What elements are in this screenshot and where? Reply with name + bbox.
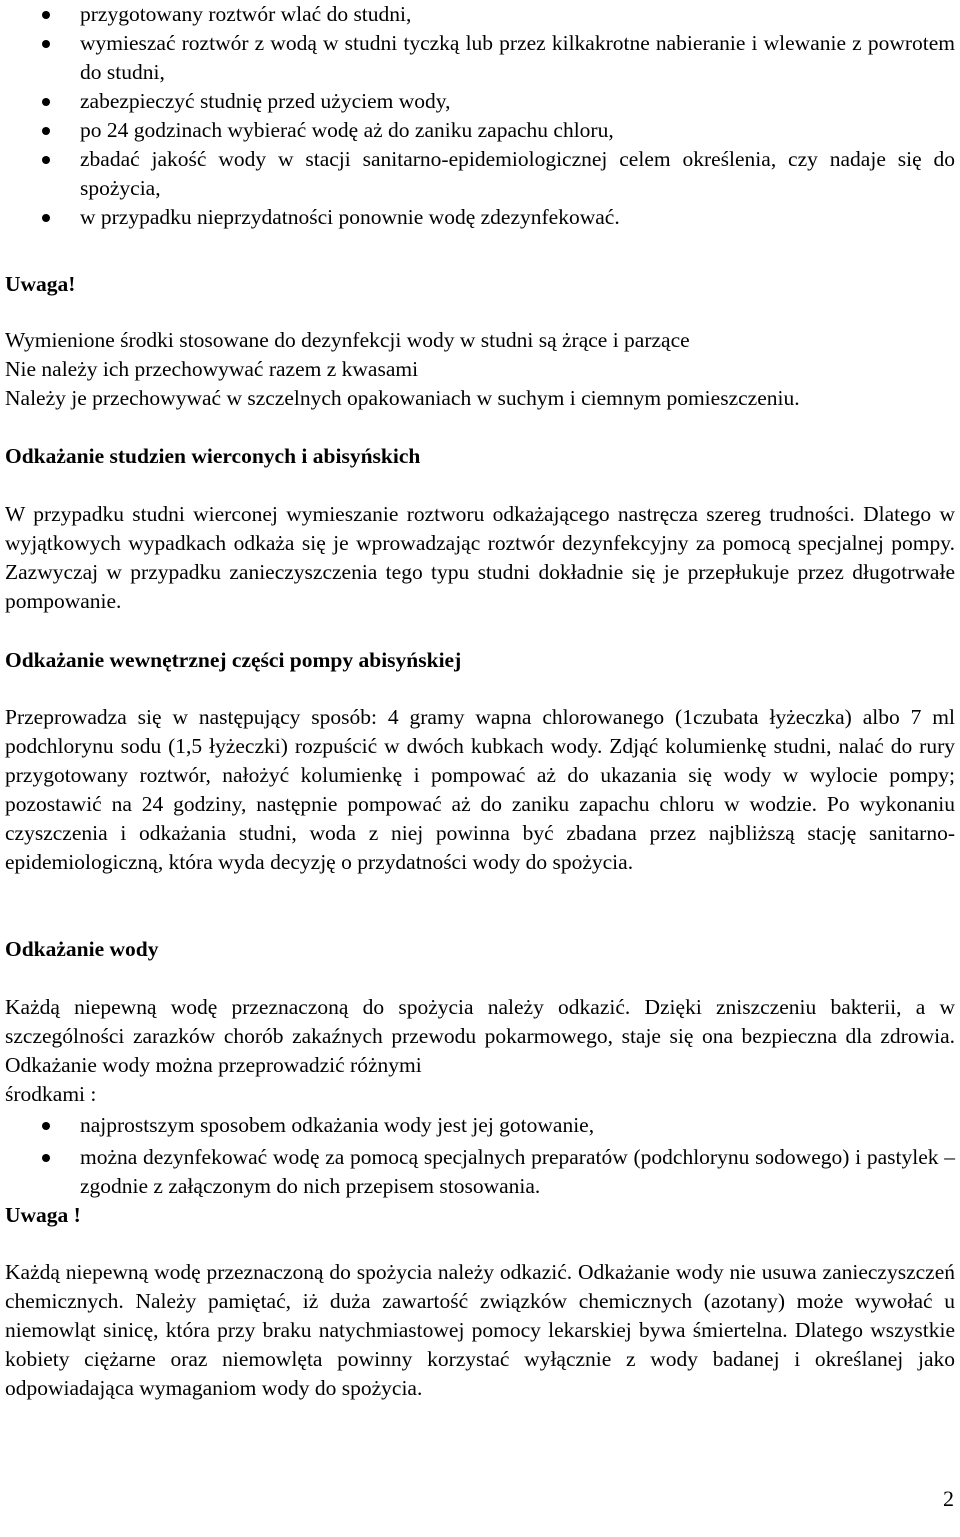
section-heading: Odkażanie wody bbox=[5, 937, 159, 961]
section-paragraph: W przypadku studni wierconej wymieszanie roztworu odkażającego nastręcza szereg trudności. Dlatego w wyjątkowych wypadkach odkaża się je wprowadzając roztwór dezynfekcyjny za pomocą specjalnej pompy. Zazwyczaj w przypadku zanieczyszczenia tego typu studni dokładnie się je przepłukuje przez długotrwałe pompowanie. bbox=[5, 502, 955, 613]
list-item bbox=[0, 203, 955, 232]
bullet-icon bbox=[42, 11, 50, 19]
bullet-icon bbox=[42, 1122, 50, 1130]
list-item bbox=[0, 0, 955, 29]
warning-title: Uwaga ! bbox=[5, 1203, 81, 1227]
section-heading: Odkażanie wewnętrznej części pompy abisyńskiej bbox=[5, 648, 462, 672]
section-heading: Odkażanie studzien wierconych i abisyńskich bbox=[5, 444, 421, 468]
list-item bbox=[0, 116, 955, 145]
bullet-icon bbox=[42, 98, 50, 106]
bullet-icon bbox=[42, 1154, 50, 1162]
bullet-icon bbox=[42, 214, 50, 222]
list-item bbox=[0, 29, 955, 87]
list-item-text: zabezpieczyć studnię przed użyciem wody, bbox=[80, 89, 451, 113]
bullet-icon bbox=[42, 40, 50, 48]
list-item-text: można dezynfekować wodę za pomocą specjalnych preparatów (podchlorynu sodowego) i pastylek –zgodnie z załączonym do nich przepisem stosowania. bbox=[80, 1145, 955, 1198]
list-item bbox=[0, 1143, 955, 1201]
list-item bbox=[0, 87, 955, 116]
warning-paragraph: Każdą niepewną wodę przeznaczoną do spożycia należy odkazić. Odkażanie wody nie usuwa zanieczyszczeń chemicznych. Należy pamiętać, iż duża zawartość związków chemicznych (azotany) może wywołać u niemowląt sinicę, która przy braku natychmiastowej pomocy lekarskiej bywa śmiertelna. Dlatego wszystkie kobiety ciężarne oraz niemowlęta powinny korzystać wyłącznie z wody badanej i określanej jako odpowiadająca wymaganiom wody do spożycia. bbox=[5, 1260, 955, 1400]
page-number: 2 bbox=[943, 1486, 954, 1511]
warning-line: Nie należy ich przechowywać razem z kwasami bbox=[5, 357, 419, 381]
bullet-icon bbox=[42, 127, 50, 135]
warning-line: Należy je przechowywać w szczelnych opakowaniach w suchym i ciemnym pomieszczeniu. bbox=[5, 386, 800, 410]
disinfection-steps-list bbox=[0, 0, 955, 232]
list-item-text: zbadać jakość wody w stacji sanitarno-epidemiologicznej celem określenia, czy nadaje się do spożycia, bbox=[80, 147, 955, 200]
warning-title: Uwaga! bbox=[5, 272, 76, 296]
section-paragraph: Każdą niepewną wodę przeznaczoną do spożycia należy odkazić. Dzięki zniszczeniu bakterii, a w szczególności zarazków chorób zakaźnych przewodu pokarmowego, staje się ona bezpieczna dla zdrowia. Odkażanie wody można przeprowadzić różnymi bbox=[5, 995, 955, 1077]
section-paragraph: Przeprowadza się w następujący sposób: 4 gramy wapna chlorowanego (1czubata łyżeczka) albo 7 ml podchlorynu sodu (1,5 łyżeczki) rozpuścić w dwóch kubkach wody. Zdjąć kolumienkę studni, nalać do rury przygotowany roztwór, nałożyć kolumienkę i pompować aż do ukazania się wody w wylocie pompy; pozostawić na 24 godziny, następnie pompować aż do zaniku zapachu chloru w wodzie. Po wykonaniu czyszczenia i odkażania studni, woda z niej powinna być zbadana przez najbliższą stację sanitarno-epidemiologiczną, która wyda decyzję o przydatności wody do spożycia. bbox=[5, 705, 955, 874]
list-item-text: przygotowany roztwór wlać do studni, bbox=[80, 2, 412, 26]
list-item-text: wymieszać roztwór z wodą w studni tyczką lub przez kilkakrotne nabieranie i wlewanie z powrotem do studni, bbox=[80, 31, 955, 84]
water-methods-list bbox=[0, 1111, 955, 1201]
warning-line: Wymienione środki stosowane do dezynfekcji wody w studni są żrące i parzące bbox=[5, 328, 690, 352]
list-item-text: najprostszym sposobem odkażania wody jest jej gotowanie, bbox=[80, 1113, 595, 1137]
bullet-icon bbox=[42, 156, 50, 164]
list-item bbox=[0, 145, 955, 203]
section-paragraph-tail: środkami : bbox=[5, 1082, 97, 1106]
list-item-text: w przypadku nieprzydatności ponownie wodę zdezynfekować. bbox=[80, 205, 620, 229]
list-item bbox=[0, 1111, 955, 1140]
list-item-text: po 24 godzinach wybierać wodę aż do zaniku zapachu chloru, bbox=[80, 118, 614, 142]
